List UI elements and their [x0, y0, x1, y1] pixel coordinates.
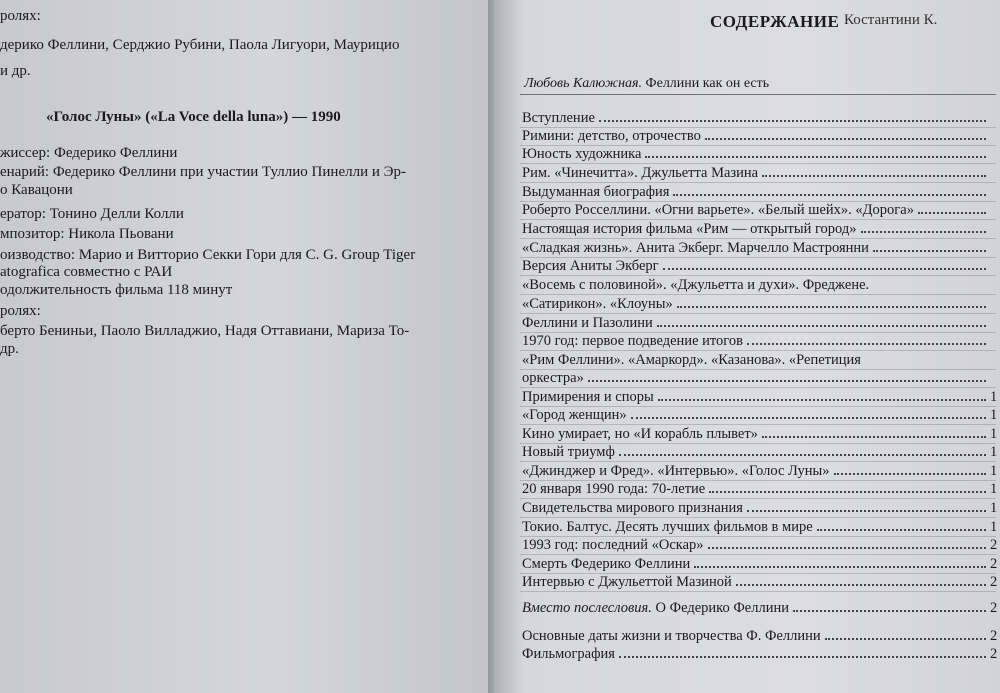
toc-item [522, 333, 998, 349]
row-divider [520, 275, 996, 276]
leader-dots [747, 343, 986, 345]
end-item-title: Фильмография [522, 646, 615, 662]
page-number: 1 [990, 389, 998, 405]
contents-title: СОДЕРЖАНИЕ [710, 12, 840, 31]
toc-item [522, 202, 998, 218]
toc-item-title: «Восемь с половиной». «Джульетта и духи». Фреджене. [522, 277, 870, 293]
toc-item [522, 426, 998, 442]
cast-label: ролях: [0, 8, 41, 24]
leader-dots [673, 194, 986, 196]
leader-dots [619, 454, 986, 456]
page-number: 1 [990, 519, 998, 535]
leader-dots [918, 212, 986, 214]
page-number: 1 [990, 481, 998, 497]
row-divider [520, 182, 996, 183]
toc-item [522, 444, 998, 460]
page-number: 1 [990, 444, 998, 460]
leader-dots [663, 268, 986, 270]
toc-item-title: Свидетельства мирового признания [522, 500, 743, 516]
cast-line: и др. [0, 63, 31, 79]
leader-dots [736, 584, 986, 586]
leader-dots [631, 417, 986, 419]
credit-line: берто Бениньи, Паоло Вилладжио, Надя Оттавиани, Мариза То- [0, 323, 410, 339]
row-divider [520, 498, 996, 499]
toc-item [522, 407, 998, 423]
toc-item [522, 165, 998, 181]
row-divider [520, 219, 996, 220]
row-divider [520, 424, 996, 425]
row-divider [520, 127, 996, 128]
leader-dots [657, 325, 986, 327]
row-divider [520, 573, 996, 574]
credit-line: мпозитор: Никола Пьовани [0, 226, 174, 242]
afterword-title: О Федерико Феллини [655, 600, 789, 616]
toc-item [522, 370, 998, 386]
toc-item-title: «Джинджер и Фред». «Интервью». «Голос Луны» [522, 463, 830, 479]
row-divider [520, 145, 996, 146]
leader-dots [793, 610, 986, 612]
toc-item-title: Выдуманная биография [522, 184, 670, 200]
row-divider [520, 257, 996, 258]
leader-dots [705, 138, 986, 140]
toc-item [522, 389, 998, 405]
end-item-title: Основные даты жизни и творчества Ф. Феллини [522, 628, 821, 644]
row-divider [520, 350, 996, 351]
toc-item-title: 1993 год: последний «Оскар» [522, 537, 704, 553]
toc-item-title: «Город женщин» [522, 407, 627, 423]
leader-dots [588, 380, 986, 382]
page-number: 1 [990, 500, 998, 516]
credit-line: оизводство: Марио и Витторио Секки Гори для C. G. Group Tiger [0, 247, 416, 263]
toc-item-title: Настоящая история фильма «Рим — открытый город» [522, 221, 857, 237]
leader-dots [762, 436, 986, 438]
leader-dots [599, 120, 986, 122]
toc-item-title: «Сладкая жизнь». Анита Экберг. Марчелло Мастроянни [522, 240, 869, 256]
toc-item-title: «Сатирикон». «Клоуны» [522, 296, 673, 312]
leader-dots [825, 638, 986, 640]
page-number: 2 [990, 600, 998, 616]
toc-item-title: 20 января 1990 года: 70-летие [522, 481, 706, 497]
leader-dots [817, 529, 986, 531]
row-divider [520, 163, 996, 164]
leader-dots [645, 156, 986, 158]
page-number: 2 [990, 628, 998, 644]
row-divider [520, 406, 996, 407]
toc-item [522, 296, 998, 312]
leader-dots [694, 566, 986, 568]
row-divider [520, 313, 996, 314]
page-number: 2 [990, 537, 998, 553]
credit-line: atografica совместно с РАИ [0, 264, 173, 280]
leader-dots [677, 306, 986, 308]
toc-item [522, 537, 998, 553]
toc-item [522, 146, 998, 162]
row-divider [520, 387, 996, 388]
toc-item [522, 258, 998, 274]
page-number: 1 [990, 407, 998, 423]
toc-item-title: Рим. «Чинечитта». Джульетта Мазина [522, 165, 759, 181]
credit-line: ролях: [0, 303, 41, 319]
toc-item-title: Новый триумф [522, 444, 615, 460]
bleed-text: Костантини К. [844, 12, 938, 28]
leader-dots [658, 399, 986, 401]
toc-item-title: Юность художника [522, 146, 642, 162]
toc-item [522, 110, 998, 126]
toc-item [522, 184, 998, 200]
row-divider [520, 591, 996, 592]
page-number: 1 [990, 463, 998, 479]
end-item [522, 646, 998, 662]
row-divider [520, 480, 996, 481]
toc-item-title: Римини: детство, отрочество [522, 128, 701, 144]
leader-dots [709, 491, 986, 493]
toc-item-title: Токио. Балтус. Десять лучших фильмов в мире [522, 519, 813, 535]
leader-dots [708, 547, 986, 549]
toc-item [522, 221, 998, 237]
intro-title: Феллини как он есть [645, 76, 770, 91]
toc-item [522, 352, 998, 368]
credit-line: жиссер: Федерико Феллини [0, 145, 178, 161]
toc-item-title: 1970 год: первое подведение итогов [522, 333, 743, 349]
credit-line: енарий: Федерико Феллини при участии Туллио Пинелли и Эр- [0, 164, 407, 180]
row-divider [520, 332, 996, 333]
intro-entry [524, 76, 769, 92]
credit-line: о Кавацони [0, 182, 73, 198]
credit-line: др. [0, 341, 19, 357]
toc-item [522, 240, 998, 256]
toc-item-title: Смерть Федерико Феллини [522, 556, 691, 572]
leader-dots [762, 175, 986, 177]
row-divider [520, 554, 996, 555]
toc-item-title: «Рим Феллини». «Амаркорд». «Казанова». «Репетиция [522, 352, 861, 368]
leader-dots [861, 231, 986, 233]
afterword-author: Вместо послесловия. [522, 600, 652, 616]
row-divider [520, 201, 996, 202]
credit-line: одолжительность фильма 118 минут [0, 282, 233, 298]
page-number: 1 [990, 426, 998, 442]
toc-item [522, 556, 998, 572]
film-title: «Голос Луны» («La Voce della luna») — 1990 [46, 109, 341, 125]
row-divider [520, 443, 996, 444]
leader-dots [834, 473, 986, 475]
page-number: 2 [990, 556, 998, 572]
toc-item [522, 128, 998, 144]
toc-item-title: Примирения и споры [522, 389, 654, 405]
row-divider [520, 294, 996, 295]
row-divider [520, 238, 996, 239]
row-divider [520, 461, 996, 462]
afterword-entry [522, 600, 998, 616]
end-item [522, 628, 998, 644]
leader-dots [747, 510, 986, 512]
toc-item [522, 574, 998, 590]
toc-item [522, 315, 998, 331]
cast-line: дерико Феллини, Серджио Рубини, Паола Лигуори, Маурицио [0, 37, 400, 53]
leader-dots [619, 656, 986, 658]
toc-item-title: оркестра» [522, 370, 584, 386]
page-number: 2 [990, 646, 998, 662]
toc-item [522, 481, 998, 497]
row-divider [520, 369, 996, 370]
credit-line: ератор: Тонино Делли Колли [0, 206, 184, 222]
intro-author: Любовь Калюжная. [524, 76, 643, 91]
left-page [0, 0, 494, 693]
row-divider [520, 517, 996, 518]
toc-item [522, 500, 998, 516]
toc-item-title: Интервью с Джульеттой Мазиной [522, 574, 732, 590]
divider [520, 94, 996, 95]
toc-item-title: Роберто Росселлини. «Огни варьете». «Белый шейх». «Дорога» [522, 202, 914, 218]
toc-item [522, 277, 998, 293]
row-divider [520, 536, 996, 537]
toc-item [522, 463, 998, 479]
toc-item-title: Вступление [522, 110, 595, 126]
toc-item-title: Кино умирает, но «И корабль плывет» [522, 426, 758, 442]
page-number: 2 [990, 574, 998, 590]
leader-dots [873, 250, 986, 252]
toc-item-title: Версия Аниты Экберг [522, 258, 659, 274]
right-page [494, 0, 1000, 693]
toc-item-title: Феллини и Пазолини [522, 315, 653, 331]
toc-item [522, 519, 998, 535]
